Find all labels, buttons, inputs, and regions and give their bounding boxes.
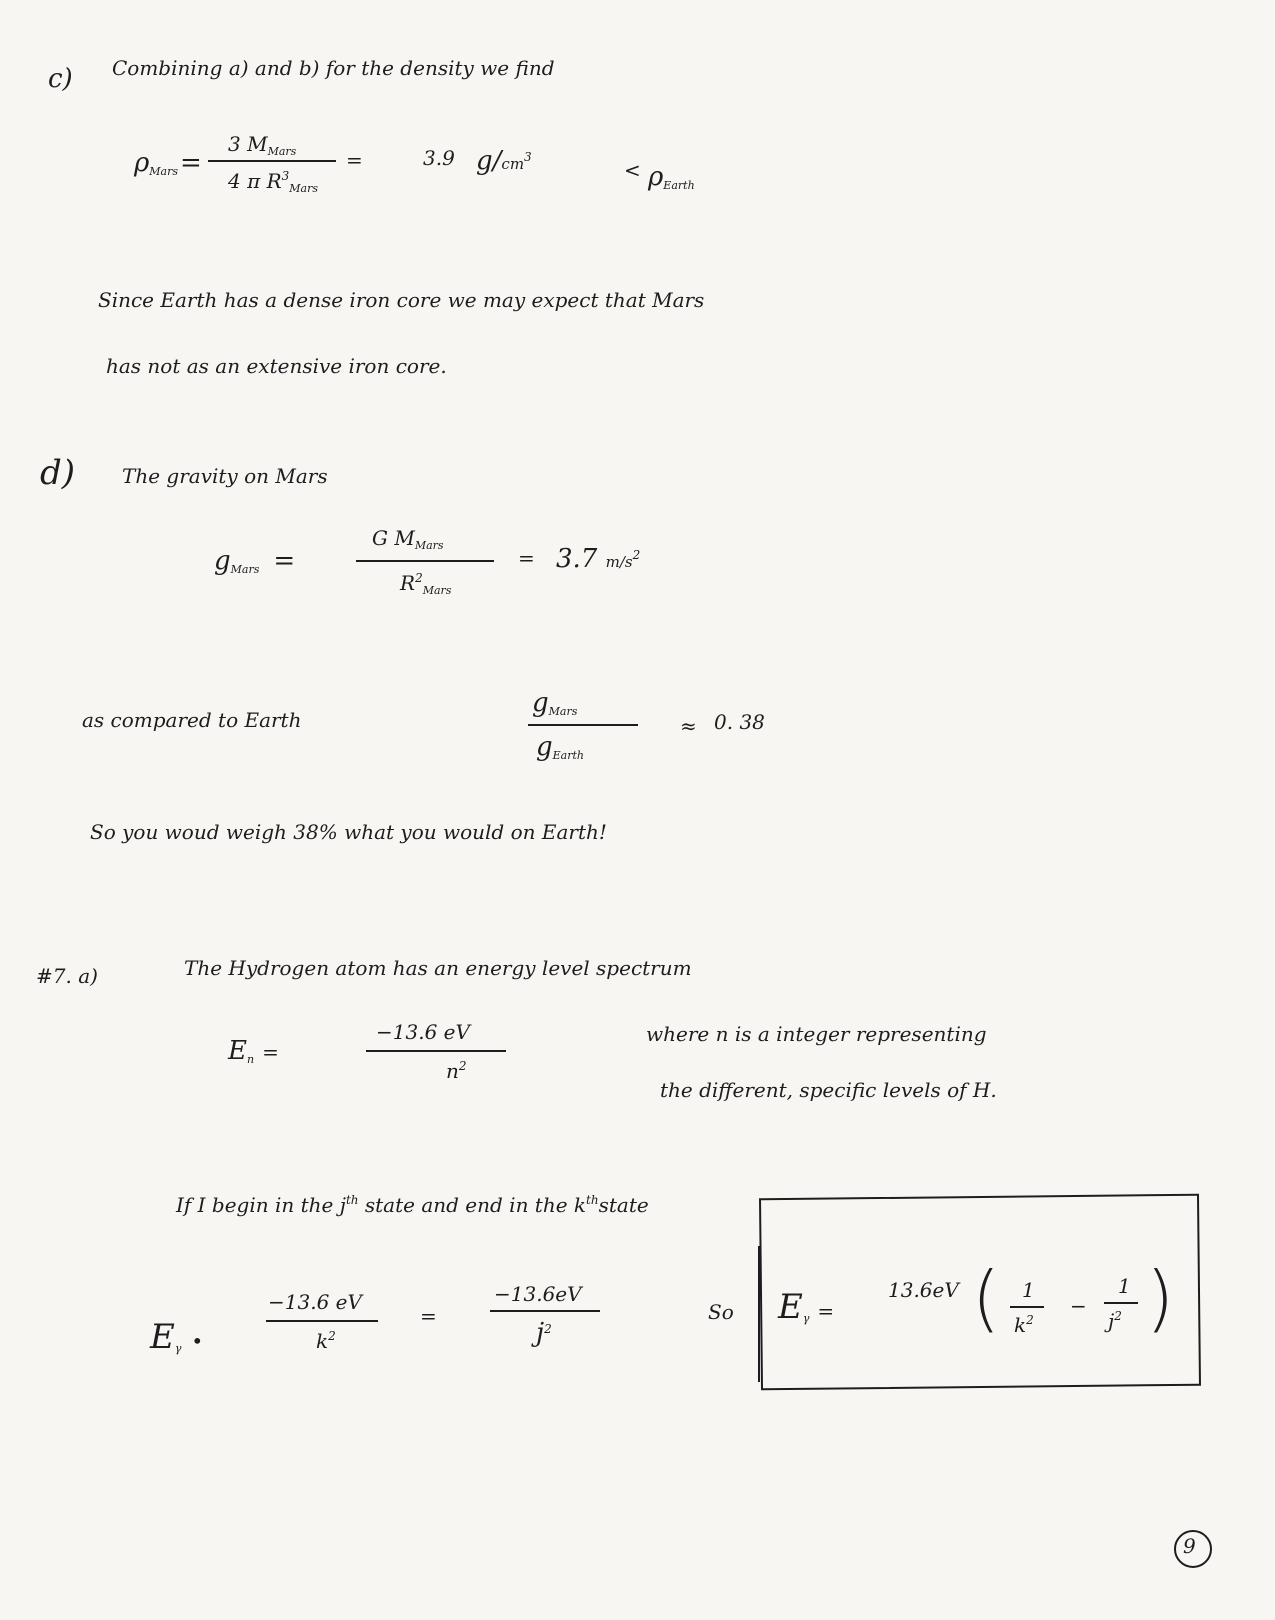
k-state-numerator: −13.6 eV <box>268 1290 362 1314</box>
problem-7-label: #7. a) <box>36 964 98 988</box>
rho-earth: $\rho_{Earth}$ <box>648 162 695 192</box>
energy-level-denominator: $n^2$ <box>446 1059 467 1083</box>
less-than-sign: < <box>624 158 641 182</box>
ratio-approx: ≈ <box>680 714 697 738</box>
j-state-fraction-bar <box>490 1310 600 1312</box>
ratio-fraction-bar <box>528 724 638 726</box>
result-box-inner-edge <box>758 1246 760 1382</box>
frac-k-denominator: $k^2$ <box>1014 1313 1034 1337</box>
page-number: 9 <box>1183 1534 1196 1558</box>
gravity-numerator: G $M_{Mars}$ <box>372 526 444 552</box>
density-value: 3.9 <box>423 146 455 170</box>
energy-level-symbol: $E_n$ = <box>228 1036 279 1066</box>
so-text: So <box>708 1300 734 1324</box>
part-d-intro: The gravity on Mars <box>122 464 328 488</box>
k-state-fraction-bar <box>266 1320 378 1322</box>
iron-core-line-1: Since Earth has a dense iron core we may expect that Mars <box>98 288 705 312</box>
ratio-denominator: $g_{Earth}$ <box>536 732 585 762</box>
problem-7-intro: The Hydrogen atom has an energy level spectrum <box>184 956 692 980</box>
weight-conclusion: So you woud weigh 38% what you would on Earth! <box>90 820 607 844</box>
open-paren: ( <box>972 1256 1001 1340</box>
density-equals: = <box>346 148 363 172</box>
energy-level-numerator: −13.6 eV <box>376 1020 470 1044</box>
result-coefficient: 13.6eV <box>888 1278 959 1302</box>
density-denominator: 4 π $R^3_{Mars}$ <box>228 169 319 195</box>
compare-text: as compared to Earth <box>82 708 302 732</box>
where-text-line-1: where n is a integer representing <box>646 1022 987 1046</box>
transition-equals: = <box>420 1304 437 1328</box>
j-state-numerator: −13.6eV <box>494 1282 582 1306</box>
gravity-denominator: $R^2_{Mars}$ <box>400 571 452 597</box>
frac-j-one: 1 <box>1118 1274 1131 1298</box>
gravity-fraction-bar <box>356 560 494 562</box>
where-text-line-2: the different, specific levels of H. <box>660 1078 997 1102</box>
ratio-numerator: $g_{Mars}$ <box>532 688 578 718</box>
frac-k-bar <box>1010 1306 1044 1308</box>
part-d-label: d) <box>40 453 76 493</box>
result-minus: − <box>1070 1294 1087 1318</box>
transition-text: If I begin in the $j^{th}$ state and end in the $k^{th}state$ <box>176 1193 649 1217</box>
iron-core-line-2: has not as an extensive iron core. <box>106 354 447 378</box>
density-numerator: 3 $M_{Mars}$ <box>228 132 297 158</box>
ratio-value: 0. 38 <box>714 710 765 734</box>
density-fraction-bar <box>208 160 336 162</box>
density-unit: $g/cm^3$ <box>476 146 532 176</box>
rho-mars-symbol: $\rho_{Mars}=$ <box>134 148 202 178</box>
frac-k-one: 1 <box>1022 1278 1035 1302</box>
part-c-label: c) <box>48 64 73 94</box>
close-paren: ) <box>1146 1256 1175 1340</box>
k-state-denominator: $k^2$ <box>316 1329 336 1353</box>
gravity-equals: = <box>518 546 535 570</box>
photon-energy-symbol: $E_\gamma$ • <box>150 1317 204 1357</box>
gravity-value: 3.7 $m/s^2$ <box>556 544 641 574</box>
part-c-intro: Combining a) and b) for the density we find <box>112 56 555 80</box>
energy-level-fraction-bar <box>366 1050 506 1052</box>
frac-j-denominator: $j^2$ <box>1108 1309 1122 1333</box>
result-energy-symbol: $E_\gamma$ = <box>778 1287 835 1327</box>
frac-j-bar <box>1104 1302 1138 1304</box>
j-state-denominator: $j^2$ <box>536 1318 552 1348</box>
g-mars-symbol: $g_{Mars}$ = <box>214 546 296 576</box>
